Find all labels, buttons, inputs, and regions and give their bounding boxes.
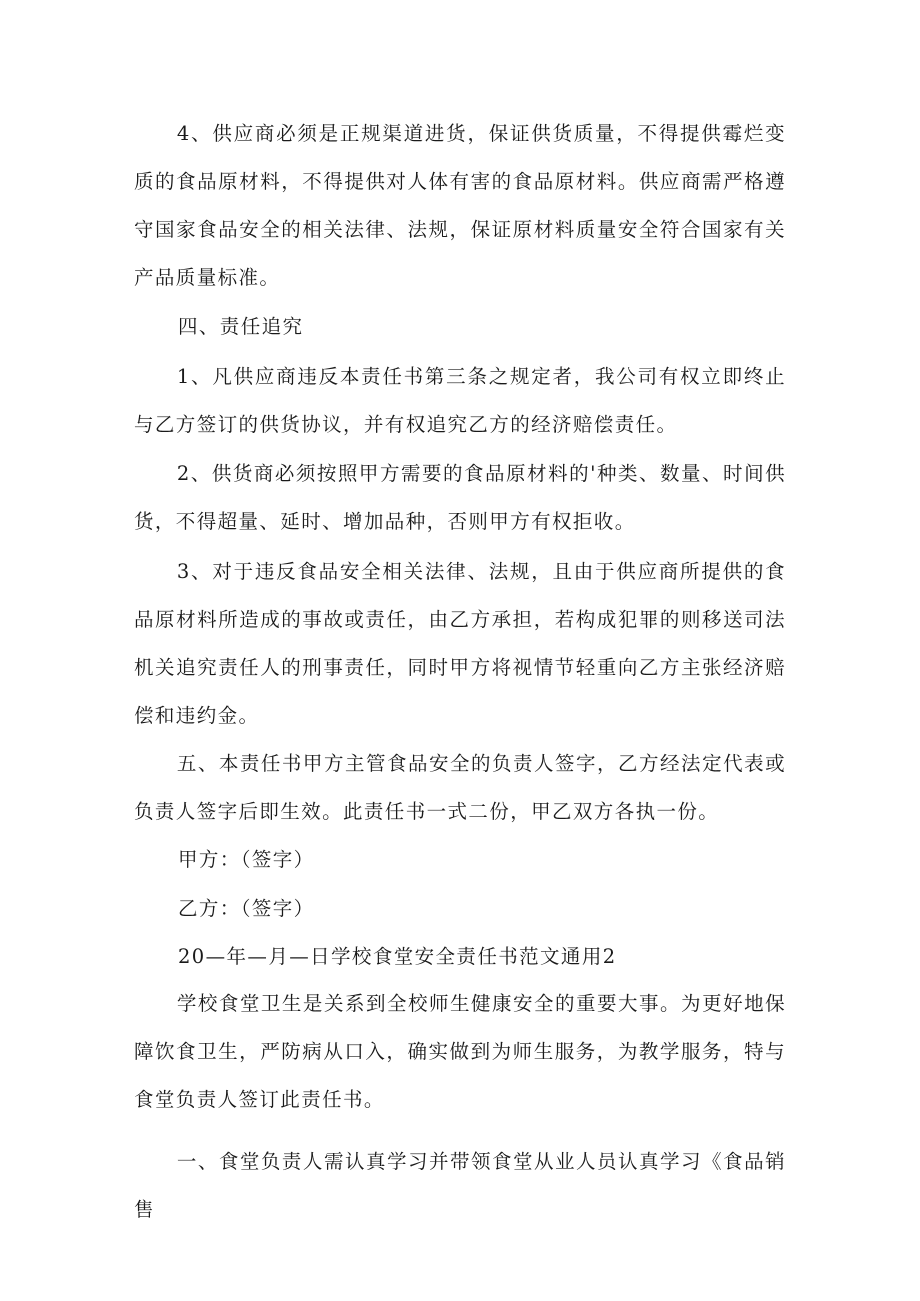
party-a-signature-line: 甲方：（签字） (178, 848, 315, 871)
paragraph-liability-item-2: 2、供货商必须按照甲方需要的食品原材料的'种类、数量、时间供货，不得超量、延时、增加品种，否则甲方有权拒收。 (134, 462, 786, 533)
paragraph-liability-item-3: 3、对于违反食品安全相关法律、法规，且由于供应商所提供的食品原材料所造成的事故或责任，由乙方承担，若构成犯罪的则移送司法机关追究责任人的刑事责任，同时甲方将视情节轻重向乙方主张经济赔偿和违约金。 (134, 560, 786, 727)
paragraph-liability-item-1: 1、凡供应商违反本责任书第三条之规定者，我公司有权立即终止与乙方签订的供货协议，并有权追究乙方的经济赔偿责任。 (134, 365, 786, 436)
paragraph-intro: 学校食堂卫生是关系到全校师生健康安全的重要大事。为更好地保障饮食卫生，严防病从口入，确实做到为师生服务，为教学服务，特与食堂负责人签订此责任书。 (134, 992, 786, 1111)
paragraph-supplier-item-4: 4、供应商必须是正规渠道进货，保证供货质量，不得提供霉烂变质的食品原材料，不得提供对人体有害的食品原材料。供应商需严格遵守国家食品安全的相关法律、法规，保证原材料质量安全符合国家有关产品质量标准。 (134, 122, 786, 289)
section-heading-liability: 四、责任追究 (178, 315, 304, 338)
paragraph-section-5: 五、本责任书甲方主管食品安全的负责人签字，乙方经法定代表或负责人签字后即生效。此责任书一式二份，甲乙双方各执一份。 (134, 752, 786, 823)
party-b-signature-line: 乙方：（签字） (178, 897, 315, 920)
second-document-title: 20—年—月—日学校食堂安全责任书范文通用2 (178, 945, 617, 968)
paragraph-canteen-item-1: 一、食堂负责人需认真学习并带领食堂从业人员认真学习《食品销售 (134, 1150, 786, 1221)
